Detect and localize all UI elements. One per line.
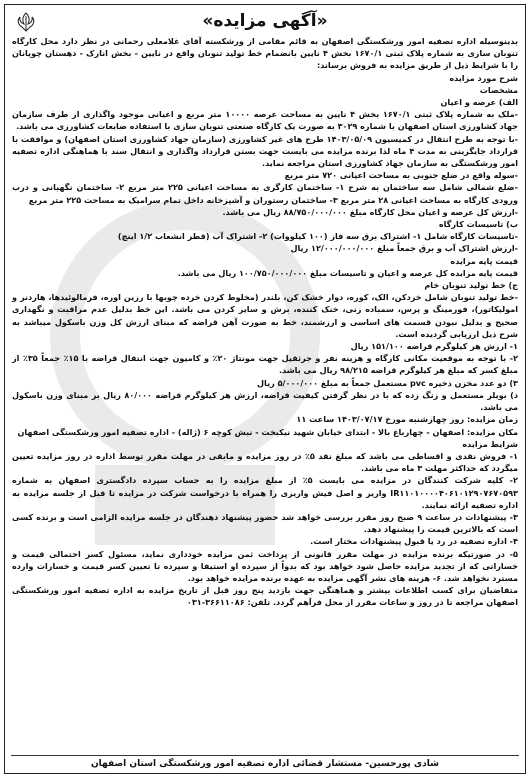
notice-page [4,4,526,774]
intro-paragraph: بدینوسیله اداره تصفیه امور ورشکستگی اصفهان به قائم مقامی از ورشکسته آقای غلامعلی رحمانی در نظر دارد محل کارگاه تنوبان سازی به شماره پلاک ثبتی ۱۶۷۰/۱ بخش ۴ نایین بانضمام خط تولید تنوبان واقع در نایین - بخش انارک - دهستان چوپانان را با شرایط ذیل از طریق مزایده به فروش برساند: [12,36,519,71]
condition-item: ۳- پیشنهادات در ساعت ۹ صبح روز مقرر بررسی خواهد شد حضور پیشنهاد دهندگان در جلسه مزایده الزامی است و برنده کسی است که بالاترین قیمت را پیشنهاد دهد. [12,511,518,535]
section-heading: شرح مورد مزایده [449,72,518,83]
section-heading: ب) تاسیسات کارگاه [438,219,518,230]
condition-item: ۴- اداره تصفیه در رد یا قبول پیشنهادات مختار است. [310,536,518,547]
body-paragraph: -ضلع شمالی شامل سه ساختمان به شرح ۱- ساختمان کارگری به مساحت اعیانی ۲۲۵ متر مربع ۲- ساختمان نگهبانی و درب ورودی کارگاه به مساحت اعیانی ۲۸ متر مربع ۳- ساختمان رستوران و آشپزخانه داخل تمام سرامیک به مساحت ۲۲۵ متر مربع [12,182,518,205]
auction-time: زمان مزایده: روز چهارشنبه مورخ ۱۴۰۳/۰۷/۱۷ ساعت ۱۱ [296,414,518,425]
section-heading: الف) عرصه و اعیان [440,97,518,108]
section-heading: ج) خط تولید تنوبان خام [424,280,518,291]
contact-paragraph: متقاضیان برای کسب اطلاعات بیشتر و هماهنگی جهت بازدید پنج روز قبل از تاریخ مزایده به اداره تصفیه امور ورشکستگی اصفهان مراجعه تا در روز و ساعات مقرر از محل فرآهم گردد. تلفن: ۳۶۶۱۱۰۸۶-۰۳۱ [12,585,518,608]
body-paragraph: ۲- با توجه به موقعیت مکانی کارگاه و هزینه نفر و جرثقیل جهت مونتاژ ۲۰٪ و کامیون جهت انتقال قراضه با ۱۵٪ جمعاً ۳۵٪ از مبلغ کسر که مبلغ هر کیلوگرم قراضه ۹۸/۲۱۵ ریال می باشد. [12,353,519,376]
signature-footer: شادی پورحسین- مستشار قضائی اداره تصفیه امور ورشکستگی استان اصفهان [11,755,519,769]
iran-emblem-icon [13,11,39,33]
body-paragraph: -ارزش اشتراک آب و برق جمعاً مبلغ ۱۲/۰۰۰/۰۰۰/۰۰۰ ریال [290,243,518,254]
body-paragraph: -تاسیسات کارگاه شامل ۱- اشتراک برق سه فاز (۱۰۰ کیلووات) ۲- اشتراک آب (قطر انشعاب ۱/۲ اینچ) [117,231,518,242]
body-paragraph: -ارزش کل عرصه و اعیان محل کارگاه مبلغ ۸۸/۷۵۰/۰۰۰/۰۰۰ ریال می باشد. [222,206,518,217]
body-paragraph: -با توجه به طرح انتقال در کمیسیون ۱۴۰۳/۰۵/۰۹ طرح های غیر کشاورزی (سازمان جهاد کشاورزی استان اصفهان) و موافقت با قرارداد جایگزینی به مدت ۴ ماه لذا برنده مزایده می بایست جهت بستن قرارداد واگذاری و انتقال سند با هماهنگی اداره تصفیه امور ورشکستگی به سازمان جهاد کشاورزی استان مراجعه نماید. [12,133,519,169]
body-paragraph: ۳) دو عدد مخزن ذخیره pvc مستعمل جمعاً به مبلغ ۵/۰۰۰/۰۰۰ ریال [257,377,518,388]
body-paragraph: ۱- ارزش هر کیلوگرم قراضه ۱۵۱/۱۰۰ ریال [350,341,518,352]
section-heading: قیمت پایه مزایده [450,255,518,266]
notice-title: «آگهی مزایده» [202,11,328,31]
section-heading: مشخصات [479,84,518,95]
condition-item: ۵- در صورتیکه برنده مزایده در مهلت مقرر قانونی از پرداخت ثمن مزایده خودداری نماید، مسئول کسر احتمالی قیمت و خساراتی که از تجدید مزایده حاصل شود خواهد بود که بدواً از سپرده او استیفا و سپرده تا تعیین کسر قیمت و خسارات وارده مسترد نخواهد شد. ۶- هزینه های نشر آگهی مزایده به عهده برنده مزایده خواهد بود. [12,548,518,583]
auction-location: مکان مزایده: اصفهان - چهارباغ بالا - ابتدای خیابان شهید نیکبخت - نبش کوچه ۶ (ژاله) - اداره تصفیه امور ورشکستگی اصفهان [17,426,518,437]
body-paragraph: قیمت پایه مزایده کل عرصه و اعیان و تاسیسات مبلغ ۱۰۰/۷۵۰/۰۰۰/۰۰۰ ریال می باشد. [177,267,518,278]
body-paragraph: -ملک به شماره پلاک ثبتی ۱۶۷۰/۱ بخش ۴ نایین به مساحت عرصه ۱۰۰۰۰ متر مربع و اعیانی موجود واگذاری از طرف سازمان جهاد کشاورزی استان اصفهان با شماره ۳۰۲۹ به صورت یک کارگاه صنعتی تنوبان سازی با استفاده ضایعات کشاورزی می باشد. [12,109,519,132]
body-paragraph: -سوله واقع در ضلع جنوبی به مساحت اعیانی ۷۲۰ متر مربع [284,170,518,181]
body-paragraph: -خط تولید تنوبان شامل خردکن، الک، کوره، دوار خشک کن، بلندر (مخلوط کردن خرده چوبها با رزین اوره، فرمالوئیدها، هاردنر و امولیکاتور)، فورمینگ و پرس، سمباده زنی، خنک کننده، برش و سایز کردن می باشد. این خط بدلیل عدم مراقبت و نگهداری صحیح و بدلیل نبودن قسمت های اساسی و ارزشمند، خط به صورت آهن قراضه که مبنای ارزش کل وزن باسکول میباشد به شرح ذیل ارزیابی گردیده است. [12,292,518,339]
section-heading: شرایط مزایده [462,438,518,449]
condition-item: ۲- کلیه شرکت کنندگان در مزایده می بایست ۵٪ از مبلغ مزایده را به حساب سپرده دادگستری اصفهان به شماره IR۱۱۰۱۰۰۰۰۴۰۶۱۰۱۲۹۰۷۶۷۰۵۹۳ واریز و اصل فیش واریزی را همراه با درخواست شرکت در مزایده تا قبل از جلسه مزایده به اداره تصفیه ارائه نمایند. [12,475,518,510]
notice-body [5,35,525,609]
condition-item: ۱- فروش نقدی و اقساطی می باشد که مبلغ نقد ۵٪ در روز مزایده و مابقی در مهلت مقرر توسط اداره در روز مزایده تعیین میگردد که حداکثر مهلت ۳ ماه می باشد. [12,450,518,474]
body-paragraph: د) بویلر مستعمل و زنگ زده که با در نظر گرفتن کیفیت قراضه، ارزش هر کیلوگرم قراضه ۸۰/۰۰۰ ریال بر مبنای وزن باسکول می باشد. [12,389,518,413]
